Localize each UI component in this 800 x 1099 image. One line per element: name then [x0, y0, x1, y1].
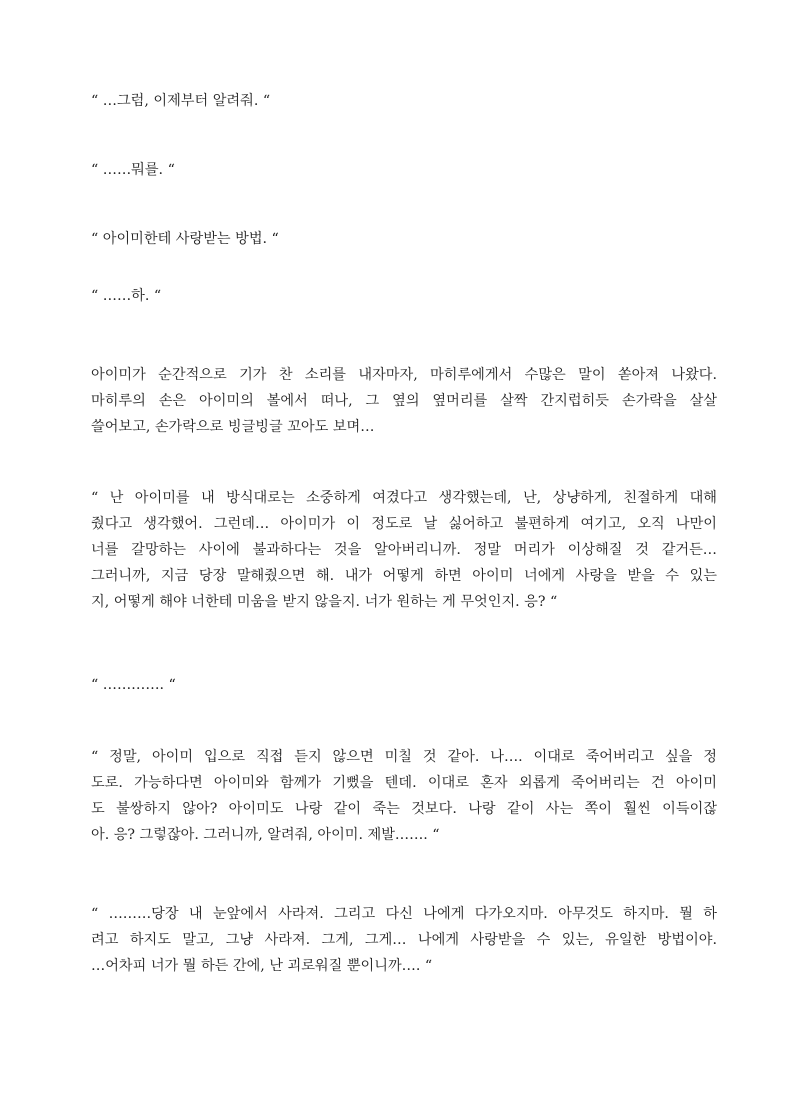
dialogue-paragraph: [91, 283, 717, 309]
text-line: “ …그럼, 이제부터 알려줘. “: [91, 93, 271, 109]
dialogue-paragraph: [91, 485, 717, 615]
text-line: “ …………. “: [91, 677, 176, 693]
dialogue-paragraph: [91, 226, 717, 252]
text-line: 지, 어떻게 해야 너한테 미움을 받지 않을지. 너가 원하는 게 무엇인지. 응? “: [91, 594, 558, 610]
dialogue-paragraph: [91, 157, 717, 183]
text-line: …어차피 너가 뭘 하든 간에, 난 괴로워질 뿐이니까…. “: [91, 958, 433, 974]
text-line: 쓸어보고, 손가락으로 빙글빙글 꼬아도 보며…: [91, 419, 375, 435]
dialogue-paragraph: [91, 672, 717, 698]
text-line: “ ……하. “: [91, 288, 162, 304]
text-line: “ 아이미한테 사랑받는 방법. “: [91, 231, 279, 247]
dialogue-paragraph: [91, 744, 717, 848]
text-line: 너를 갈망하는 사이에 불과하다는 것을 알아버리니까. 정말 머리가 이상해질 것 같거든…: [91, 542, 717, 558]
text-line: “ ……뭐를. “: [91, 162, 175, 178]
text-line: “ 정말, 아이미 입으로 직접 듣지 않으면 미칠 것 같아. 나…. 이대로 죽어버리고 싶을 정: [91, 749, 717, 765]
text-line: 아. 응? 그렇잖아. 그러니까, 알려줘, 아이미. 제발……. “: [91, 827, 440, 843]
narration-paragraph: [91, 362, 717, 440]
text-line: 줬다고 생각했어. 그런데… 아이미가 이 정도로 날 싫어하고 불편하게 여기고, 오직 나만이: [91, 516, 717, 532]
text-line: 려고 하지도 말고, 그냥 사라져. 그게, 그게… 나에게 사랑받을 수 있는, 유일한 방법이야.: [91, 932, 717, 948]
text-line: 도로. 가능하다면 아이미와 함께가 기뻤을 텐데. 이대로 혼자 외롭게 죽어버리는 건 아이미: [91, 775, 717, 791]
dialogue-paragraph: [91, 901, 717, 979]
text-line: 그러니까, 지금 당장 말해줬으면 해. 내가 어떻게 하면 아이미 너에게 사랑을 받을 수 있는: [91, 568, 717, 584]
text-line: “ 난 아이미를 내 방식대로는 소중하게 여겼다고 생각했는데, 난, 상냥하게, 친절하게 대해: [91, 490, 717, 506]
text-line: 도 불쌍하지 않아? 아이미도 나랑 같이 죽는 것보다. 나랑 같이 사는 쪽이 훨씬 이득이잖: [91, 801, 717, 817]
text-line: 아이미가 순간적으로 기가 찬 소리를 내자마자, 마히루에게서 수많은 말이 쏟아져 나왔다.: [91, 367, 717, 383]
text-line: 마히루의 손은 아이미의 볼에서 떠나, 그 옆의 옆머리를 살짝 간지럽히듯 손가락을 살살: [91, 393, 717, 409]
dialogue-paragraph: [91, 88, 717, 114]
text-line: “ ………당장 내 눈앞에서 사라져. 그리고 다신 나에게 다가오지마. 아무것도 하지마. 뭘 하: [91, 906, 717, 922]
